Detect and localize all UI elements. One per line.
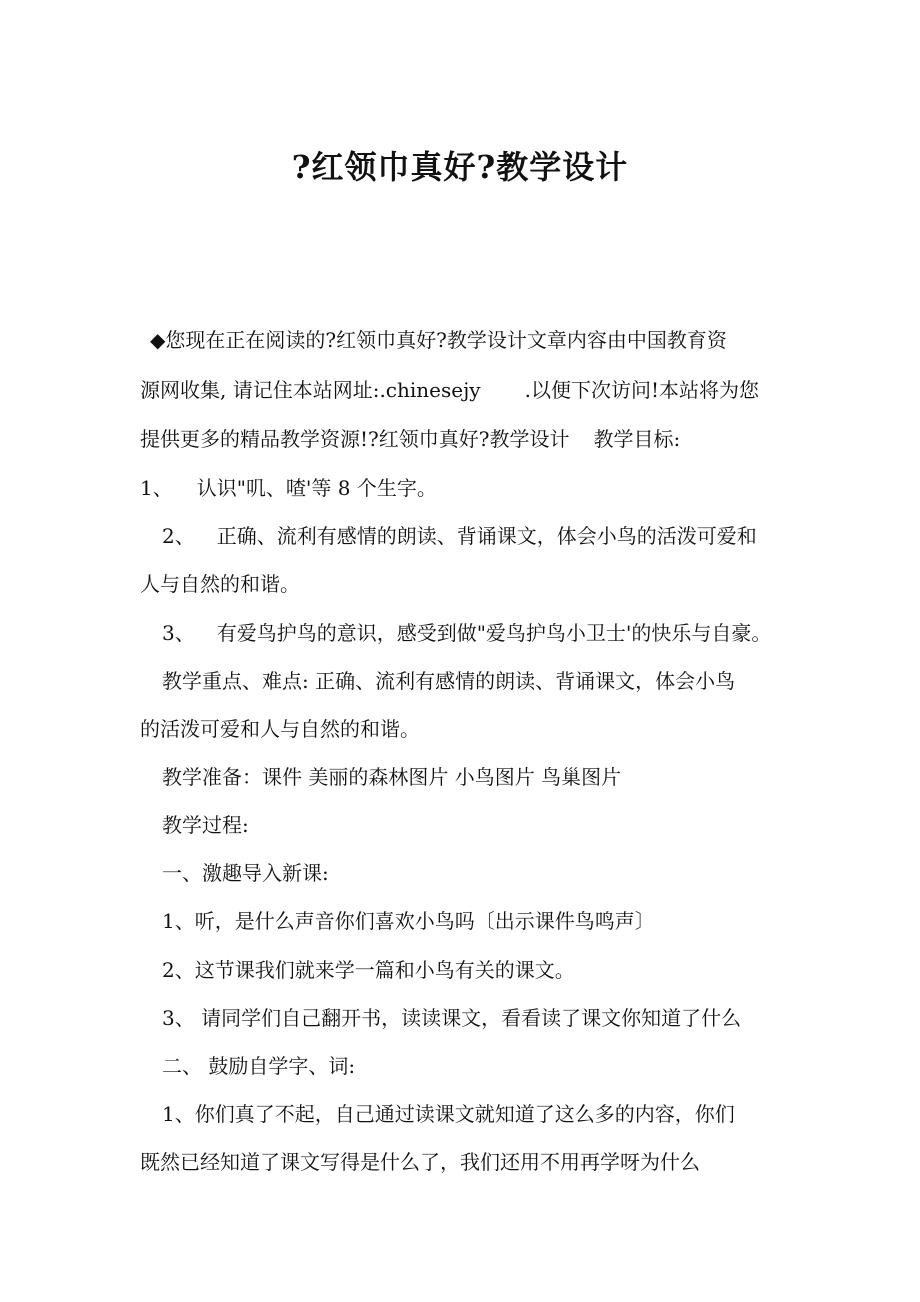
process-heading: 教学过程: [162,813,249,837]
intro-line-3 [140,424,680,454]
goal-1 [140,473,437,503]
preparation: 教学准备：课件 美丽的森林图片 小鸟图片 鸟巢图片 [162,765,622,789]
section-1-item-3: 3、 请同学们自己翻开书，读读课文，看看读了课文你知道了什么 [162,1006,742,1030]
intro-line-2b: .以便下次访问!本站将为您 [524,378,760,402]
key-points-line-2: 的活泼可爱和人与自然的和谐。 [140,717,420,741]
objectives-label: 教学目标: [593,427,681,451]
goal-3-text: 有爱鸟护鸟的意识，感受到做"爱鸟护鸟小卫士'的快乐与自豪。 [216,621,772,645]
goal-1-num: 1、 [140,476,173,500]
intro-line-1: ◆您现在正在阅读的?红领巾真好?教学设计文章内容由中国教育资 [150,328,727,352]
document-title: ?红领巾真好?教学设计 [291,148,629,186]
section-2-item-1-cont: 既然已经知道了课文写得是什么了，我们还用不用再学呀为什么 [140,1150,700,1174]
intro-line-3a: 提供更多的精品教学资源!?红领巾真好?教学设计 [140,427,570,451]
intro-line-2a: 源网收集, 请记住本站网址:.chinesejy [140,378,481,402]
goal-2-cont: 人与自然的和谐。 [140,572,300,596]
goal-1-text: 认识"叽、喳'等 8 个生字。 [196,476,437,500]
section-1-item-2: 2、这节课我们就来学一篇和小鸟有关的课文。 [162,958,575,982]
goal-3 [162,618,771,648]
section-2-item-1: 1、你们真了不起，自己通过读课文就知道了这么多的内容，你们 [162,1102,735,1126]
key-points-line-1: 教学重点、难点: 正确、流利有感情的朗读、背诵课文，体会小鸟 [162,669,736,693]
section-1-heading: 一、激趣导入新课: [162,861,329,885]
goal-2-text: 正确、流利有感情的朗读、背诵课文，体会小鸟的活泼可爱和 [216,524,757,548]
intro-line-2 [140,375,759,405]
goal-2 [162,521,757,551]
section-2-heading: 二、 鼓励自学字、词: [162,1054,356,1078]
goal-3-num: 3、 [162,621,195,645]
section-1-item-1: 1、听，是什么声音你们喜欢小鸟吗〔出示课件鸟鸣声〕 [162,909,655,933]
goal-2-num: 2、 [162,524,195,548]
